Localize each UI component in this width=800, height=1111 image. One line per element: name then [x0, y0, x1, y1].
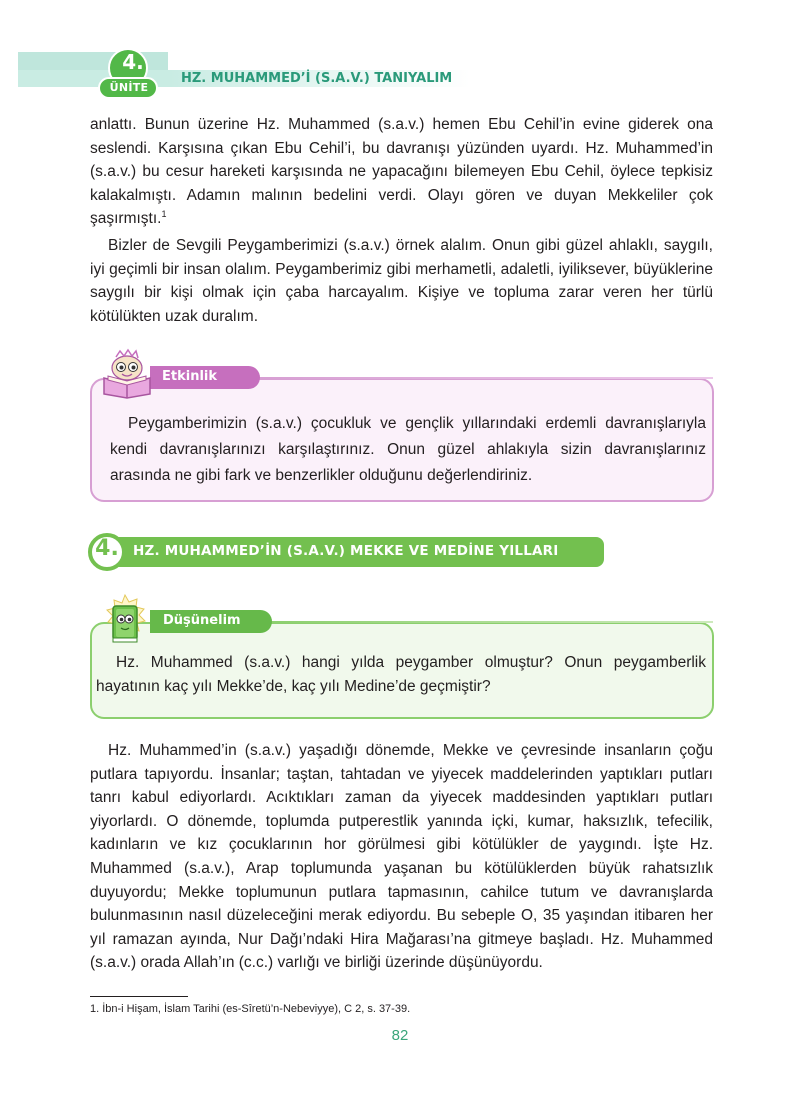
reflection-rule — [266, 621, 713, 623]
section-number: 4. — [95, 536, 119, 561]
unit-title: HZ. MUHAMMED’İ (S.A.V.) TANIYALIM — [181, 71, 453, 86]
unit-label: ÜNİTE — [109, 81, 149, 94]
page-number: 82 — [391, 1027, 409, 1044]
body-paragraph: Bizler de Sevgili Peygamberimizi (s.a.v.) örnek alalım. Onun gibi güzel ahlaklı, saygılı, iyi geçimli bir insan olalım. Peygamberimiz gibi merhametli, adaletli, iyiliksever, büyüklerine saygılı bir kişi olmak için çaba harcayalım. Kişiye ve topluma zarar veren her türlü kötülükten uzak duralım. — [90, 237, 713, 325]
footnote-mark: 1 — [161, 209, 167, 220]
activity-rule — [255, 377, 713, 379]
body-paragraph: Hz. Muhammed’in (s.a.v.) yaşadığı dönemde, Mekke ve çevresinde insanların çoğu putlara tapıyordu. İnsanlar; taştan, tahtadan ve yiyecek maddelerinden yaptıkları putları tanrı kabul ediyorlardı. Acıktıkları zaman da yiyecek maddesinden yaptıkları putları yiyorlardı. O dönemde, toplumda putperestlik yanında içki, kumar, haksızlık, tefecilik, kadınların ve kız çocuklarının hor görülmesi gibi kötülükler de yaygındı. İşte Hz. Muhammed (s.a.v.), Arap toplumunda yaşanan bu kötülüklerden büyük rahatsızlık duyuyordu; Mekke toplumunun putlara tapmasının, cahilce tutum ve davranışlarda bulunmasının nasıl düzeleceğini merak ediyordu. Bu sebeple O, 35 yaşından itibaren her yıl ramazan ayında, Nur Dağı’ndaki Hira Mağarası’na gitmeye başladı. Hz. Muhammed (s.a.v.) orada Allah’ın (c.c.) varlığı ve birliği üzerinde düşünüyordu. — [90, 742, 713, 972]
unit-number: 4. — [122, 50, 144, 74]
activity-text: Peygamberimizin (s.a.v.) çocukluk ve gençlik yıllarındaki erdemli davranışlarıyla kendi davranışlarınızı karşılaştırınız. Onun güzel ahlakıyla sizin davranışlarınız arasında ne gibi fark ve benzerlikler olduğunu değerlendiriniz. — [110, 415, 706, 484]
book-character-icon — [98, 348, 156, 400]
footnote: 1. İbn-i Hişam, İslam Tarihi (es-Sîretü’n-Nebeviyye), C 2, s. 37-39. — [90, 1003, 411, 1015]
reflection-label: Düşünelim — [163, 613, 241, 628]
activity-label: Etkinlik — [162, 369, 218, 384]
section-title: HZ. MUHAMMED’İN (S.A.V.) MEKKE VE MEDİNE YILLARI — [133, 543, 559, 559]
paragraph-text: anlattı. Bunun üzerine Hz. Muhammed (s.a.v.) hemen Ebu Cehil’in evine giderek ona seslendi. Karşısına çıkan Ebu Cehil’i, bu davranışı yüzünden uyardı. Hz. Muhammed’in (s.a.v.) bu cesur hareketi karşısında ne yapacağını bilemeyen Ebu Cehil, öylece tepkisiz kalakalmıştı. Adamın malının bedelini verdi. Olayı gören ve duyan Mekkeliler çok şaşırmıştı. — [90, 116, 713, 228]
body-paragraph — [90, 113, 713, 231]
thinking-book-icon — [96, 592, 154, 650]
footnote-rule — [90, 996, 188, 997]
reflection-text: Hz. Muhammed (s.a.v.) hangi yılda peygamber olmuştur? Onun peygamberlik hayatının kaç yılı Mekke’de, kaç yılı Medine’de geçmiştir? — [96, 654, 706, 695]
